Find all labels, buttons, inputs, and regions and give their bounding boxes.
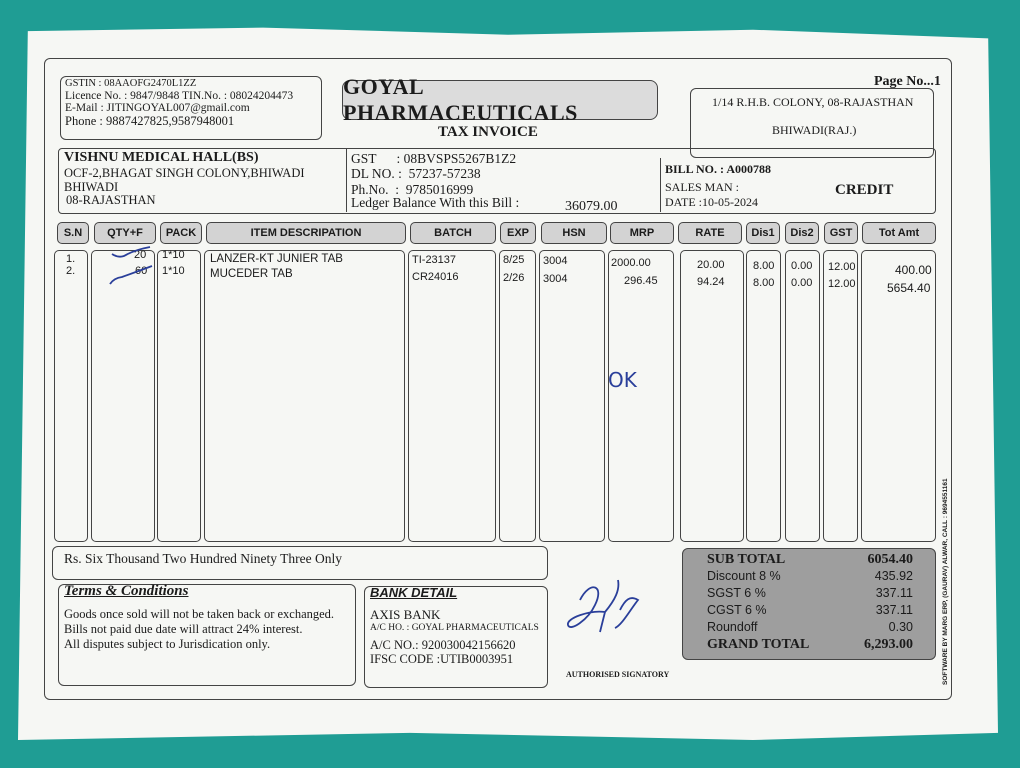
totals-panel (682, 548, 936, 660)
cgst-value: 337.11 (875, 603, 913, 617)
row1-tot-amt: 400.00 (895, 263, 932, 277)
column-hsn (539, 250, 605, 542)
seller-phone: Phone : 9887427825,9587948001 (65, 114, 235, 128)
roundoff-label: Roundoff (707, 620, 758, 634)
bank-detail-box (364, 586, 548, 688)
grand-total-row (707, 637, 913, 653)
sales-man: SALES MAN : (665, 180, 740, 194)
subtotal-label: SUB TOTAL (707, 552, 786, 567)
row2-qty: 60 (135, 265, 148, 277)
row2-dis2: 0.00 (791, 277, 813, 289)
terms-line-3: All disputes subject to Jurisdication only. (64, 637, 271, 651)
header-pack: PACK (160, 222, 202, 244)
row1-rate: 20.00 (697, 259, 725, 271)
buyer-divider-2 (660, 158, 661, 212)
column-gst (823, 250, 858, 542)
column-dis1 (746, 250, 781, 542)
row1-batch: TI-23137 (412, 254, 457, 266)
header-exp: EXP (500, 222, 536, 244)
buyer-phone: Ph.No. : 9785016999 (351, 182, 474, 197)
ledger-label: Ledger Balance With this Bill : (351, 195, 520, 210)
row2-pack: 1*10 (162, 265, 185, 277)
bank-name: AXIS BANK (370, 607, 441, 622)
bank-title: BANK DETAIL (370, 585, 458, 600)
header-gst: GST (824, 222, 858, 244)
row1-pack: 1*10 (162, 249, 185, 261)
column-description (204, 250, 405, 542)
column-sn (54, 250, 88, 542)
cgst-row (707, 603, 913, 617)
row1-qty: 20 (134, 249, 147, 261)
discount-label: Discount 8 % (707, 569, 781, 583)
column-dis2 (785, 250, 820, 542)
document-title: TAX INVOICE (438, 124, 538, 140)
column-batch (408, 250, 496, 542)
sgst-label: SGST 6 % (707, 586, 766, 600)
bill-number: BILL NO. : A000788 (665, 162, 772, 176)
column-mrp (608, 250, 674, 542)
row1-exp: 8/25 (503, 254, 525, 266)
bank-ifsc: IFSC CODE :UTIB0003951 (370, 652, 514, 666)
terms-line-2: Bills not paid due date will attract 24% interest. (64, 622, 303, 636)
sgst-row (707, 586, 913, 600)
header-dis1: Dis1 (746, 222, 780, 244)
bank-account-holder: A/C HO. : GOYAL PHARMACEUTICALS (370, 623, 539, 633)
column-pack (157, 250, 201, 542)
bill-date: DATE :10-05-2024 (665, 195, 758, 209)
amount-in-words: Rs. Six Thousand Two Hundred Ninety Three Only (64, 551, 343, 566)
row1-hsn: 3004 (543, 255, 568, 267)
column-rate (680, 250, 744, 542)
grand-total-value: 6,293.00 (864, 637, 913, 652)
row1-sn: 1. (66, 253, 76, 265)
seller-address-line1: 1/14 R.H.B. COLONY, 08-RAJASTHAN (712, 95, 914, 109)
buyer-address-2: BHIWADI (64, 180, 119, 194)
row2-sn: 2. (66, 265, 76, 277)
handwritten-checkmarks (100, 244, 160, 294)
buyer-dl-no: DL NO. : 57237-57238 (351, 166, 481, 181)
ledger-value: 36079.00 (565, 199, 618, 214)
header-tot-amt: Tot Amt (862, 222, 936, 244)
row2-dis1: 8.00 (753, 277, 775, 289)
header-dis2: Dis2 (785, 222, 819, 244)
subtotal-value: 6054.40 (867, 552, 913, 567)
row2-mrp: 296.45 (624, 275, 658, 287)
row2-description: MUCEDER TAB (210, 268, 293, 280)
seller-gstin: GSTIN : 08AAOFG2470L1ZZ (65, 78, 197, 89)
row2-exp: 2/26 (503, 272, 525, 284)
authorised-signatory: AUTHORISED SIGNATORY (566, 670, 670, 679)
seller-licence: Licence No. : 9847/9848 TIN.No. : 08024204473 (65, 90, 294, 102)
row2-batch: CR24016 (412, 271, 459, 283)
sgst-value: 337.11 (875, 586, 913, 600)
row2-tot-amt: 5654.40 (887, 281, 931, 295)
row2-rate: 94.24 (697, 276, 725, 288)
bank-account-number: A/C NO.: 920030042156620 (370, 638, 516, 652)
bill-type: CREDIT (835, 182, 894, 198)
terms-title: Terms & Conditions (64, 583, 189, 599)
seller-email: E-Mail : JITINGOYAL007@gmail.com (65, 102, 250, 114)
terms-line-1: Goods once sold will not be taken back or exchanged. (64, 607, 335, 621)
header-item-description: ITEM DESCRIPATION (206, 222, 406, 244)
header-qty: QTY+F (94, 222, 156, 244)
page-number: Page No...1 (874, 74, 941, 89)
roundoff-row (707, 620, 913, 634)
row1-dis2: 0.00 (791, 260, 813, 272)
header-batch: BATCH (410, 222, 496, 244)
subtotal-row (707, 552, 913, 568)
header-rate: RATE (678, 222, 742, 244)
header-hsn: HSN (541, 222, 607, 244)
buyer-name: VISHNU MEDICAL HALL(BS) (64, 150, 259, 165)
discount-value: 435.92 (874, 569, 913, 583)
buyer-divider-1 (346, 148, 347, 212)
row2-hsn: 3004 (543, 273, 568, 285)
roundoff-value: 0.30 (888, 620, 913, 634)
signature-image (560, 570, 650, 640)
cgst-label: CGST 6 % (707, 603, 767, 617)
row2-gst: 12.00 (828, 278, 856, 290)
buyer-address-3: 08-RAJASTHAN (66, 193, 156, 207)
row1-mrp: 2000.00 (611, 257, 651, 269)
row1-description: LANZER-KT JUNIER TAB (210, 253, 343, 265)
buyer-gst: GST : 08BVSPS5267B1Z2 (351, 151, 517, 166)
company-name: GOYAL PHARMACEUTICALS (342, 80, 658, 120)
buyer-address-1: OCF-2,BHAGAT SINGH COLONY,BHIWADI (64, 166, 305, 180)
discount-row (707, 569, 913, 583)
column-exp (499, 250, 536, 542)
grand-total-label: GRAND TOTAL (707, 637, 810, 652)
row1-dis1: 8.00 (753, 260, 775, 272)
row1-gst: 12.00 (828, 261, 856, 273)
software-credit: SOFTWARE BY MARG ERP, (GAURAV) ALWAR, CALL : 9694551161 (942, 478, 949, 685)
header-mrp: MRP (610, 222, 674, 244)
seller-address-line2: BHIWADI(RAJ.) (772, 123, 857, 137)
header-sn: S.N (57, 222, 89, 244)
handwritten-ok: OK (608, 368, 637, 392)
